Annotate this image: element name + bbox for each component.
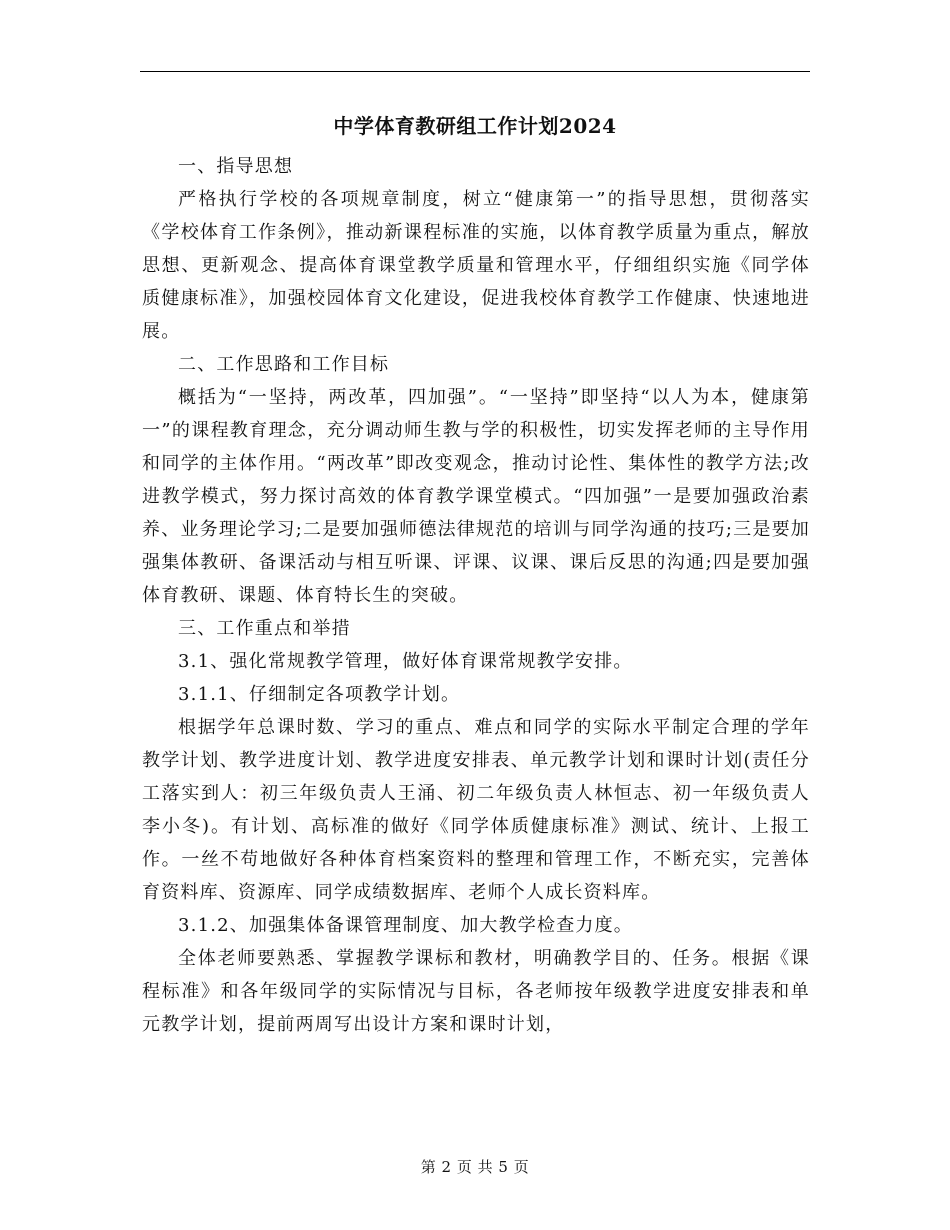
document-body — [142, 150, 810, 1041]
section-heading-3: 三、工作重点和举措 — [178, 618, 351, 639]
paragraph-work-approach: 概括为“一坚持，两改革，四加强”。“一坚持”即坚持“以人为本，健康第一”的课程教育理念，充分调动师生教与学的积极性，切实发挥老师的主导作用和同学的主体作用。“两改革”即改变观念，推动讨论性、集体性的教学方法;改进教学模式，努力探讨高效的体育教学课堂模式。“四加强”一是要加强政治素养、业务理论学习;二是要加强师德法律规范的培训与同学沟通的技巧;三是要加强集体教研、备课活动与相互听课、评课、议课、课后反思的沟通;四是要加强体育教研、课题、体育特长生的突破。 — [142, 387, 810, 606]
paragraph-guiding-ideology: 严格执行学校的各项规章制度，树立“健康第一”的指导思想，贯彻落实《学校体育工作条例》，推动新课程标准的实施，以体育教学质量为重点，解放思想、更新观念、提高体育课堂教学质量和管理水平，仔细组织实施《同学体质健康标准》，加强校园体育文化建设，促进我校体育教学工作健康、快速地进展。 — [142, 189, 810, 342]
section-heading-2: 二、工作思路和工作目标 — [178, 354, 390, 375]
subsection-heading-3-1-1: 3.1.1、仔细制定各项教学计划。 — [178, 684, 461, 705]
subsection-heading-3-1-2: 3.1.2、加强集体备课管理制度、加大教学检查力度。 — [178, 915, 633, 936]
page-number-label: 第 2 页 共 5 页 — [420, 1158, 530, 1176]
document-title: 中学体育教研组工作计划2024 — [333, 114, 617, 138]
subsection-heading-3-1: 3.1、强化常规教学管理，做好体育课常规教学安排。 — [178, 651, 633, 672]
paragraph-teaching-plans: 根据学年总课时数、学习的重点、难点和同学的实际水平制定合理的学年教学计划、教学进度计划、教学进度安排表、单元教学计划和课时计划(责任分工落实到人：初三年级负责人王涌、初二年级负责人林恒志、初一年级负责人李小冬)。有计划、高标准的做好《同学体质健康标准》测试、统计、上报工作。一丝不苟地做好各种体育档案资料的整理和管理工作，不断充实，完善体育资料库、资源库、同学成绩数据库、老师个人成长资料库。 — [142, 717, 810, 903]
header-rule — [140, 71, 810, 72]
paragraph-lesson-preparation: 全体老师要熟悉、掌握教学课标和教材，明确教学目的、任务。根据《课程标准》和各年级同学的实际情况与目标，各老师按年级教学进度安排表和单元教学计划，提前两周写出设计方案和课时计划， — [142, 948, 810, 1035]
page-footer — [0, 1156, 950, 1177]
section-heading-1: 一、指导思想 — [178, 156, 294, 177]
